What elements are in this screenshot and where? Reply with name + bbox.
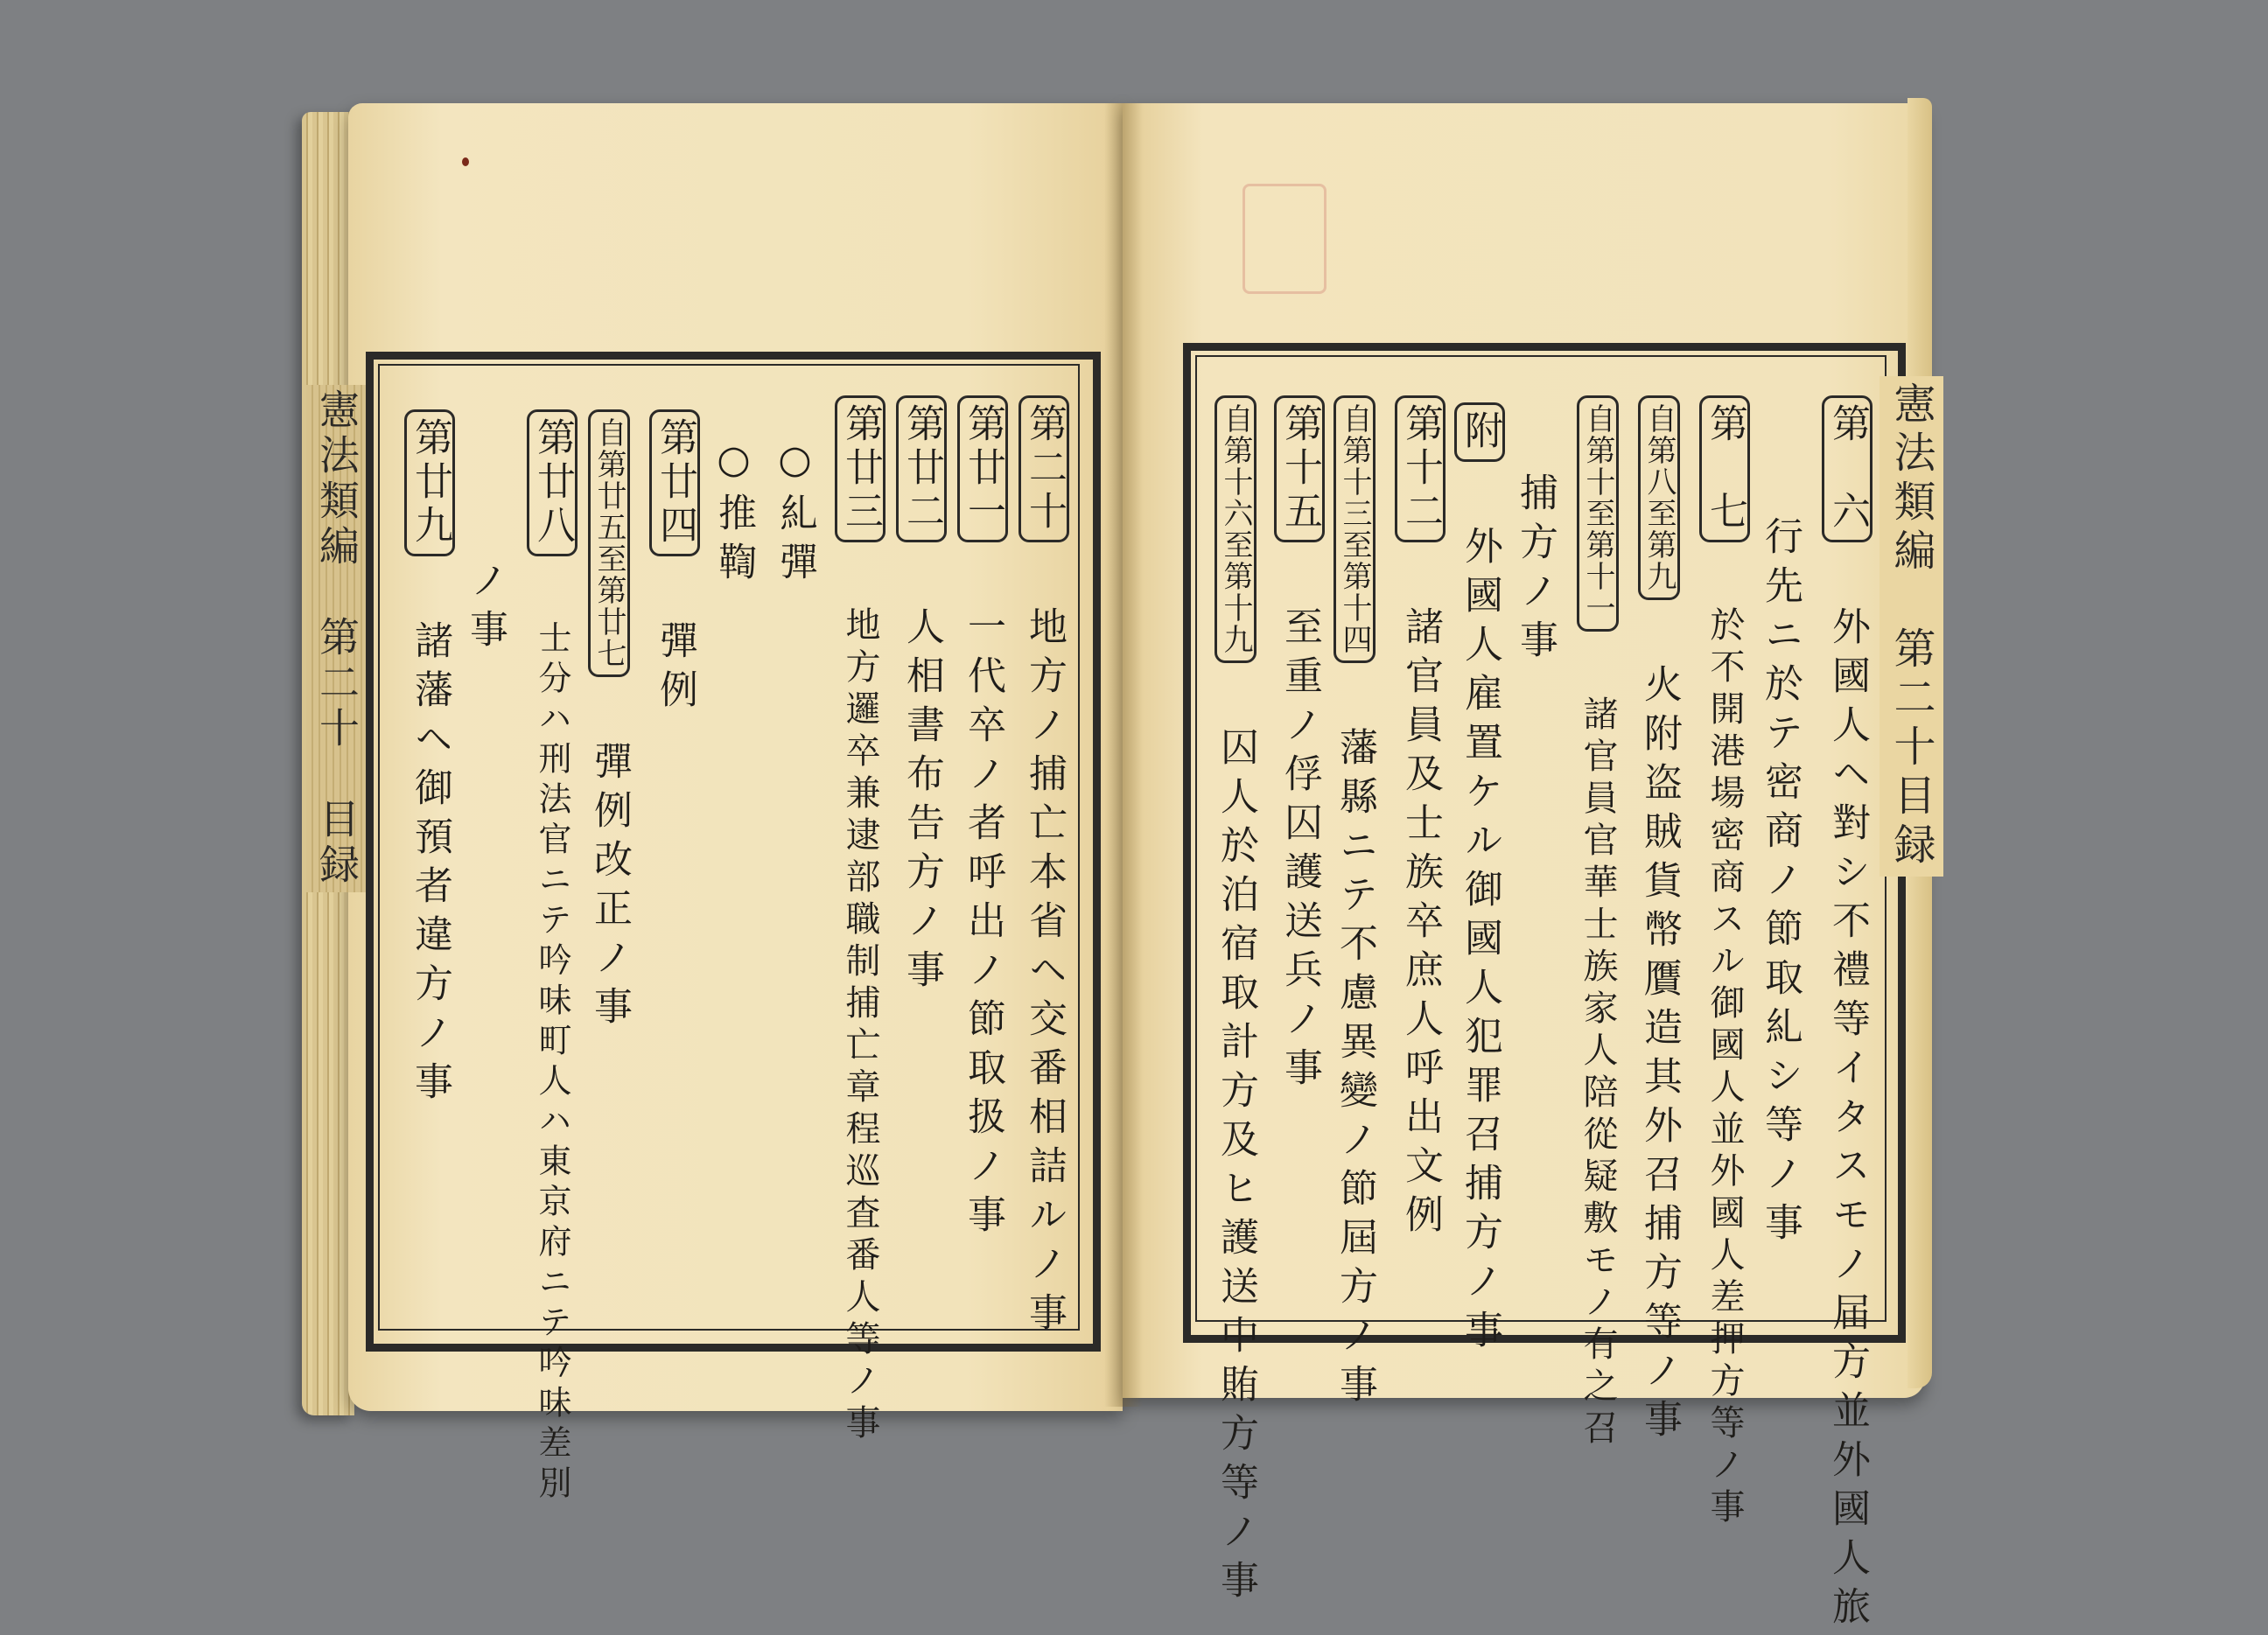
entry-text: 行先ニ於テ密商ノ節取糺シ等ノ事 (1758, 516, 1802, 1251)
entry-text: 藩縣ニテ不慮異變ノ節屆方ノ事 (1333, 727, 1377, 1413)
entry-text: 地方邏卒兼逮部職制捕亡章程巡査番人等ノ事 (840, 606, 880, 1446)
entry-number: 第廿八 (527, 409, 578, 556)
right-entry-8 (1274, 395, 1325, 1096)
right-margin-title: 憲法類編 第二十目録 (1880, 376, 1943, 877)
left-margin-title: 憲法類編 第二十 目録 (306, 385, 368, 892)
right-entry-4 (1577, 395, 1619, 1451)
left-entry-3 (896, 395, 947, 998)
entry-text: 一代卒ノ者呼出ノ節取扱ノ事 (961, 606, 1005, 1243)
right-entry-6 (1395, 395, 1446, 1243)
left-entry-1 (1018, 395, 1069, 1341)
entry-number: 第十二 (1395, 395, 1446, 542)
entry-text: 捕方ノ事 (1513, 472, 1558, 668)
entry-text: 至重ノ俘囚護送兵ノ事 (1278, 606, 1322, 1096)
entry-text: 彈例改正ノ事 (587, 741, 632, 1035)
entry-text: 諸藩ヘ御預者違方ノ事 (408, 620, 452, 1110)
faded-seal-mark (1242, 184, 1326, 294)
left-entry-2 (957, 395, 1008, 1243)
entry-number: 附 (1454, 402, 1505, 462)
entry-number: 第 六 (1822, 395, 1872, 542)
entry-number: 自第十至第十一 (1577, 395, 1619, 632)
entry-text: 士分ハ刑法官ニテ吟味町人ハ東京府ニテ吟味差別 (533, 620, 571, 1506)
right-entry-5 (1454, 402, 1505, 1359)
entry-text: 諸官員官華士族家人陪從疑敷モノ有之召 (1578, 695, 1618, 1451)
left-entry-5 (649, 409, 700, 718)
ink-spot (462, 157, 469, 166)
right-entry-4-cont (1513, 472, 1558, 668)
entry-number: 第廿一 (957, 395, 1008, 542)
entry-number: 第廿四 (649, 409, 700, 556)
entry-text: ○糺彈 (773, 437, 817, 590)
left-entry-4 (835, 395, 886, 1446)
entry-number: 自第十三至第十四 (1334, 395, 1376, 663)
left-entry-8 (404, 409, 455, 1110)
entry-text: ○推鞫 (711, 437, 756, 590)
right-entry-7 (1334, 395, 1376, 1413)
entry-text: 火附盗賊貨幣贋造其外召捕方等ノ事 (1637, 664, 1682, 1448)
entry-number: 自第廿五至第廿七 (588, 409, 630, 677)
right-entry-2 (1699, 395, 1750, 1530)
entry-number: 第廿九 (404, 409, 455, 556)
entry-number: 第二十 (1018, 395, 1069, 542)
entry-text: 囚人於泊宿取計方及ヒ護送中賄方等ノ事 (1214, 727, 1258, 1609)
entry-number: 第 七 (1699, 395, 1750, 542)
left-entry-6 (588, 409, 630, 1035)
right-entry-1-cont (1758, 516, 1802, 1251)
right-entry-9 (1214, 395, 1256, 1609)
left-entry-7 (527, 409, 578, 1506)
entry-text: 人相書布告方ノ事 (900, 606, 944, 998)
entry-text: 外國人雇置ケル御國人犯罪召捕方ノ事 (1458, 526, 1502, 1359)
entry-text: 諸官員及士族卒庶人呼出文例 (1398, 606, 1443, 1243)
book-gutter (1104, 103, 1143, 1407)
entry-number: 第廿二 (896, 395, 947, 542)
left-subhead-2 (711, 437, 756, 590)
right-entry-3 (1638, 395, 1680, 1448)
left-subhead-1 (773, 437, 817, 590)
left-entry-7-cont (463, 560, 508, 658)
entry-number: 自第八至第九 (1638, 395, 1680, 600)
entry-text: 地方ノ捕亡本省ヘ交番相詰ルノ事 (1022, 606, 1067, 1341)
entry-text: ノ事 (463, 560, 508, 658)
entry-number: 第廿三 (835, 395, 886, 542)
entry-number: 自第十六至第十九 (1214, 395, 1256, 663)
right-entry-1 (1822, 395, 1872, 1635)
entry-text: 於不開港場密商スル御國人並外國人差押方等ノ事 (1704, 606, 1745, 1530)
entry-number: 第十五 (1274, 395, 1325, 542)
entry-text: 彈例 (653, 620, 697, 718)
entry-text: 外國人ヘ對シ不禮等イタスモノ届方並外國人旅 (1825, 606, 1870, 1635)
